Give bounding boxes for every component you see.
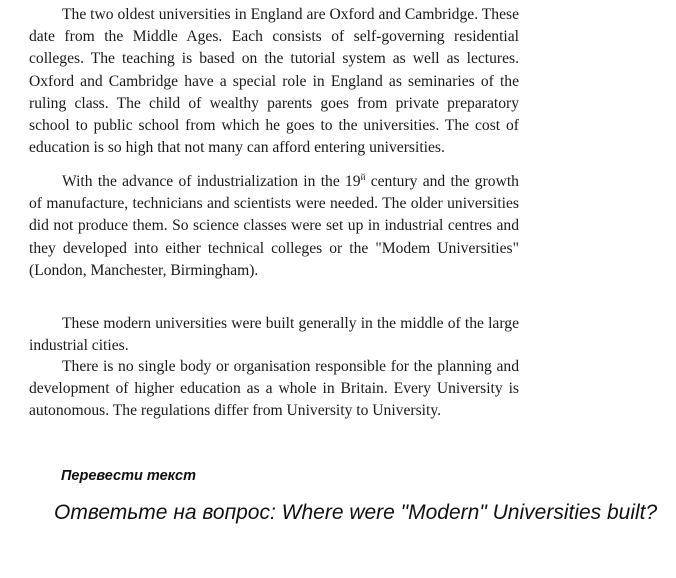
paragraph-industrialization-start: With the advance of industrialization in the 19	[62, 173, 361, 190]
text-block-3	[29, 313, 519, 357]
paragraph-industrialization	[29, 171, 519, 282]
question-text: Ответьте на вопрос: Where were "Modern" Universities built?	[54, 501, 658, 524]
text-block-2	[29, 171, 519, 282]
text-block-1	[29, 4, 519, 159]
paragraph-oldest-universities: The two oldest universities in England are Oxford and Cambridge. These date from the Middle Ages. Each consists of self-governing residential colleges. The teaching is based on the tutorial system as well as lectures. Oxford and Cambridge have a special role in England as seminaries of the ruling class. The child of wealthy parents goes from private preparatory school to public school from which he goes to the universities. The cost of education is so high that not many can afford entering universities.	[29, 6, 519, 157]
paragraph-modern-universities: These modern universities were built generally in the middle of the large industrial cities.	[29, 315, 519, 355]
superscript-marker: й	[360, 172, 366, 182]
paragraph-higher-education: There is no single body or organisation responsible for the planning and development of higher education as a whole in Britain. Every University is autonomous. The regulations differ from University to University.	[29, 358, 519, 420]
paragraph-industrialization-end: century and the growth of manufacture, technicians and scientists were needed. The older universities did not produce them. So science classes were set up in industrial centres and they developed into either technical colleges or the "Modem Universities" (London, Manchester, Birmingham).	[29, 173, 519, 279]
translate-task-label: Перевести текст	[61, 468, 196, 484]
text-block-4	[29, 356, 519, 423]
